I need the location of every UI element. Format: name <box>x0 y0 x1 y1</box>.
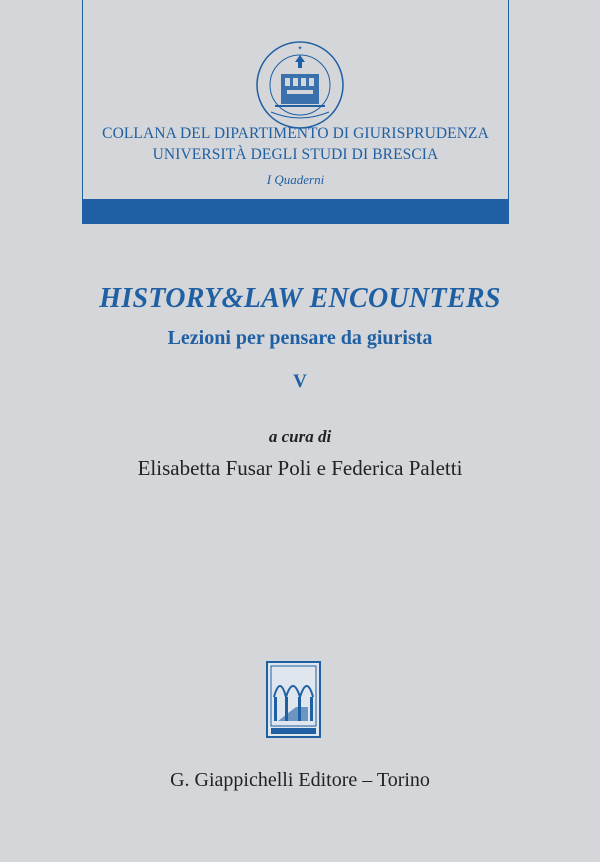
series-name-line2: UNIVERSITÀ DEGLI STUDI DI BRESCIA <box>152 146 439 163</box>
volume-number: V <box>293 371 307 392</box>
subseries-name: I Quaderni <box>266 172 325 187</box>
editors-names: Elisabetta Fusar Poli e Federica Paletti <box>137 456 463 480</box>
series-color-bar <box>82 199 509 224</box>
university-seal-icon <box>255 40 345 130</box>
publisher-name: G. Giappichelli Editore – Torino <box>170 769 430 791</box>
series-name-line1: COLLANA DEL DIPARTIMENTO DI GIURISPRUDENZA <box>102 125 489 142</box>
iustitiam-colimus-emblem-icon <box>266 661 321 738</box>
svg-text:✦: ✦ <box>297 46 303 52</box>
editors-intro: a cura di <box>268 427 332 446</box>
book-subtitle: Lezioni per pensare da giurista <box>167 327 433 349</box>
book-title: HISTORY&LAW ENCOUNTERS <box>99 283 501 314</box>
